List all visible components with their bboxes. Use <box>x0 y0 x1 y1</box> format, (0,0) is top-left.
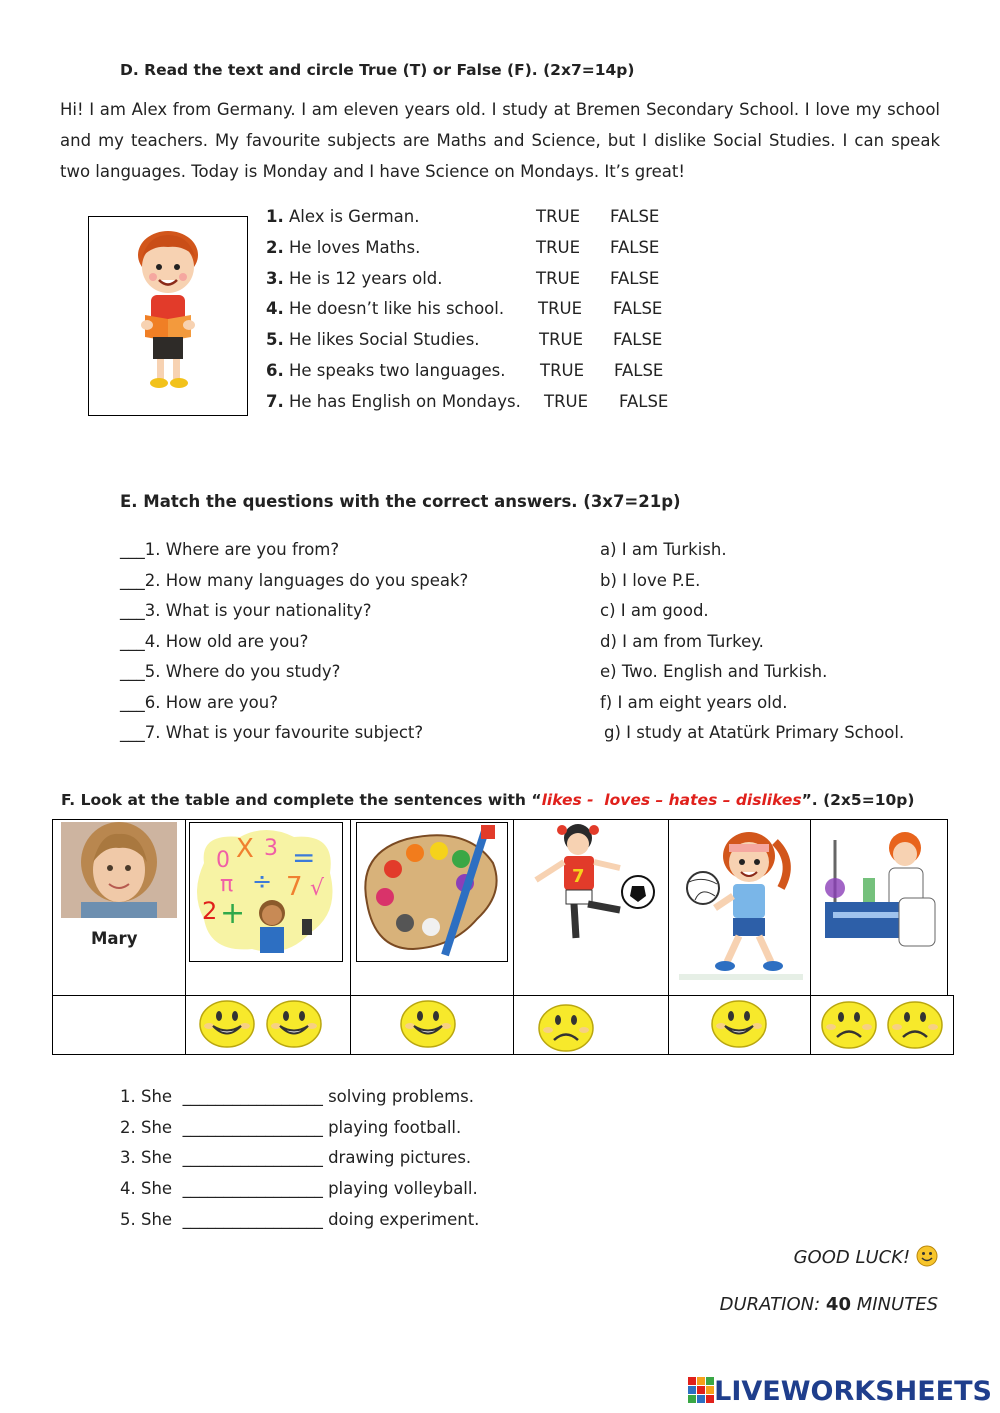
question-3[interactable]: ___3. What is your nationality? <box>120 601 372 620</box>
logo-icon <box>688 1377 714 1403</box>
tf-row-1 <box>266 207 660 237</box>
svg-text:√: √ <box>310 876 325 901</box>
science-rating-cell <box>810 995 954 1055</box>
heading-verbs: likes - loves – hates – dislikes <box>541 791 802 809</box>
svg-text:7: 7 <box>286 872 303 902</box>
volleyball-rating-cell <box>668 995 811 1055</box>
answer-blank[interactable]: _________________ <box>182 1087 323 1106</box>
paint-palette-picture <box>356 822 508 962</box>
question-2[interactable]: ___2. How many languages do you speak? <box>120 571 469 590</box>
mary-cell <box>52 819 186 996</box>
happy-face-icon <box>711 999 767 1053</box>
tf-statement: He has English on Mondays. <box>289 392 521 411</box>
false-option[interactable]: FALSE <box>610 207 660 226</box>
tf-number: 4. <box>266 299 284 318</box>
section-f-heading <box>61 791 914 809</box>
liveworksheets-logo <box>688 1376 992 1407</box>
false-option[interactable]: FALSE <box>613 299 663 318</box>
sentence-4 <box>120 1179 478 1198</box>
sentence-5 <box>120 1210 479 1229</box>
false-option[interactable]: FALSE <box>610 269 660 288</box>
sentence-end: doing experiment. <box>328 1210 480 1229</box>
svg-text:÷: ÷ <box>252 867 273 895</box>
svg-text:π: π <box>220 872 234 897</box>
tf-statement: He speaks two languages. <box>289 361 506 380</box>
sentence-start: 2. She <box>120 1118 173 1137</box>
volleyball-girl-picture <box>671 822 809 982</box>
sentence-end: playing football. <box>328 1118 462 1137</box>
tf-statement: He doesn’t like his school. <box>289 299 505 318</box>
svg-text:3: 3 <box>264 836 278 861</box>
tf-statement: He loves Maths. <box>289 238 421 257</box>
answer-f: f) I am eight years old. <box>600 693 788 712</box>
sad-face-icon <box>538 1003 594 1057</box>
sentence-end: solving problems. <box>328 1087 474 1106</box>
svg-text:+: + <box>220 896 246 931</box>
football-girl-picture <box>516 820 666 954</box>
svg-text:=: = <box>292 841 316 874</box>
duration-value: 40 <box>825 1294 851 1315</box>
sad-face-icon <box>887 1000 943 1054</box>
good-luck-text: GOOD LUCK! <box>793 1247 911 1268</box>
sentence-start: 4. She <box>120 1179 173 1198</box>
sentence-end: drawing pictures. <box>328 1148 472 1167</box>
volleyball-cell <box>668 819 811 996</box>
sentence-1 <box>120 1087 474 1106</box>
tf-row-3 <box>266 269 660 299</box>
heading-prefix: F. Look at the table and complete the sentences with “ <box>61 791 542 809</box>
duration-line <box>720 1294 938 1315</box>
maths-rating-cell <box>185 995 351 1055</box>
tf-row-4 <box>266 299 663 329</box>
true-option[interactable]: TRUE <box>536 207 581 226</box>
true-option[interactable]: TRUE <box>539 330 584 349</box>
svg-text:X: X <box>236 834 254 864</box>
happy-face-icon <box>199 999 255 1053</box>
football-cell <box>513 819 669 996</box>
heading-suffix: ”. (2x5=10p) <box>801 791 915 809</box>
tf-number: 5. <box>266 330 284 349</box>
sentence-end: playing volleyball. <box>328 1179 478 1198</box>
question-7[interactable]: ___7. What is your favourite subject? <box>120 723 424 742</box>
true-option[interactable]: TRUE <box>540 361 585 380</box>
false-option[interactable]: FALSE <box>610 238 660 257</box>
good-luck <box>794 1245 938 1268</box>
false-option[interactable]: FALSE <box>619 392 669 411</box>
science-cell <box>810 819 948 996</box>
svg-text:7: 7 <box>572 866 585 887</box>
boy-reading-illustration <box>89 217 247 415</box>
mary-name: Mary <box>91 929 138 948</box>
painting-cell <box>350 819 514 996</box>
question-4[interactable]: ___4. How old are you? <box>120 632 309 651</box>
false-option[interactable]: FALSE <box>614 361 664 380</box>
answer-b: b) I love P.E. <box>600 571 701 590</box>
tf-number: 6. <box>266 361 284 380</box>
duration-label: DURATION: <box>719 1294 821 1315</box>
answer-blank[interactable]: _________________ <box>182 1210 323 1229</box>
tf-number: 1. <box>266 207 284 226</box>
tf-row-2 <box>266 238 660 268</box>
tf-number: 7. <box>266 392 284 411</box>
painting-rating-cell <box>350 995 514 1055</box>
true-option[interactable]: TRUE <box>536 269 581 288</box>
svg-text:0: 0 <box>216 848 230 873</box>
true-option[interactable]: TRUE <box>536 238 581 257</box>
tf-row-5 <box>266 330 663 360</box>
empty-rating-cell <box>52 995 186 1055</box>
smiley-icon <box>916 1245 938 1267</box>
false-option[interactable]: FALSE <box>613 330 663 349</box>
answer-g: g) I study at Atatürk Primary School. <box>604 723 905 742</box>
mary-photo <box>61 822 177 918</box>
sentence-3 <box>120 1148 471 1167</box>
answer-c: c) I am good. <box>600 601 709 620</box>
tf-statement: Alex is German. <box>289 207 420 226</box>
sentence-start: 1. She <box>120 1087 173 1106</box>
true-option[interactable]: TRUE <box>544 392 589 411</box>
tf-row-6 <box>266 361 664 391</box>
section-e-heading: E. Match the questions with the correct answers. (3x7=21p) <box>120 492 681 511</box>
section-d-heading: D. Read the text and circle True (T) or False (F). (2x7=14p) <box>120 61 635 79</box>
tf-number: 3. <box>266 269 284 288</box>
question-6[interactable]: ___6. How are you? <box>120 693 278 712</box>
question-5[interactable]: ___5. Where do you study? <box>120 662 341 681</box>
logo-text: LIVEWORKSHEETS <box>714 1376 992 1407</box>
tf-statement: He is 12 years old. <box>289 269 443 288</box>
answer-e: e) Two. English and Turkish. <box>600 662 828 681</box>
tf-statement: He likes Social Studies. <box>289 330 480 349</box>
tf-number: 2. <box>266 238 284 257</box>
maths-cell <box>185 819 351 996</box>
maths-picture <box>189 822 343 962</box>
answer-d: d) I am from Turkey. <box>600 632 764 651</box>
scientist-picture <box>813 822 947 962</box>
answer-blank[interactable]: _________________ <box>182 1179 323 1198</box>
answer-a: a) I am Turkish. <box>600 540 727 559</box>
sentence-2 <box>120 1118 461 1137</box>
svg-text:2: 2 <box>202 897 218 925</box>
answer-blank[interactable]: _________________ <box>182 1148 323 1167</box>
reading-paragraph: Hi! I am Alex from Germany. I am eleven years old. I study at Bremen Secondary School. I love my school and my teachers. My favourite subjects are Maths and Science, but I dislike Social Studies. I can speak two languages. Today is Monday and I have Science on Mondays. It’s great! <box>60 100 940 181</box>
happy-face-icon <box>400 999 456 1053</box>
true-option[interactable]: TRUE <box>538 299 583 318</box>
question-1[interactable]: ___1. Where are you from? <box>120 540 340 559</box>
sentence-start: 3. She <box>120 1148 173 1167</box>
sentence-start: 5. She <box>120 1210 173 1229</box>
alex-picture-frame <box>88 216 248 416</box>
tf-row-7 <box>266 392 669 422</box>
sad-face-icon <box>821 1000 877 1054</box>
happy-face-icon <box>266 999 322 1053</box>
football-rating-cell <box>513 995 669 1055</box>
answer-blank[interactable]: _________________ <box>182 1118 323 1137</box>
duration-unit: MINUTES <box>856 1294 938 1315</box>
